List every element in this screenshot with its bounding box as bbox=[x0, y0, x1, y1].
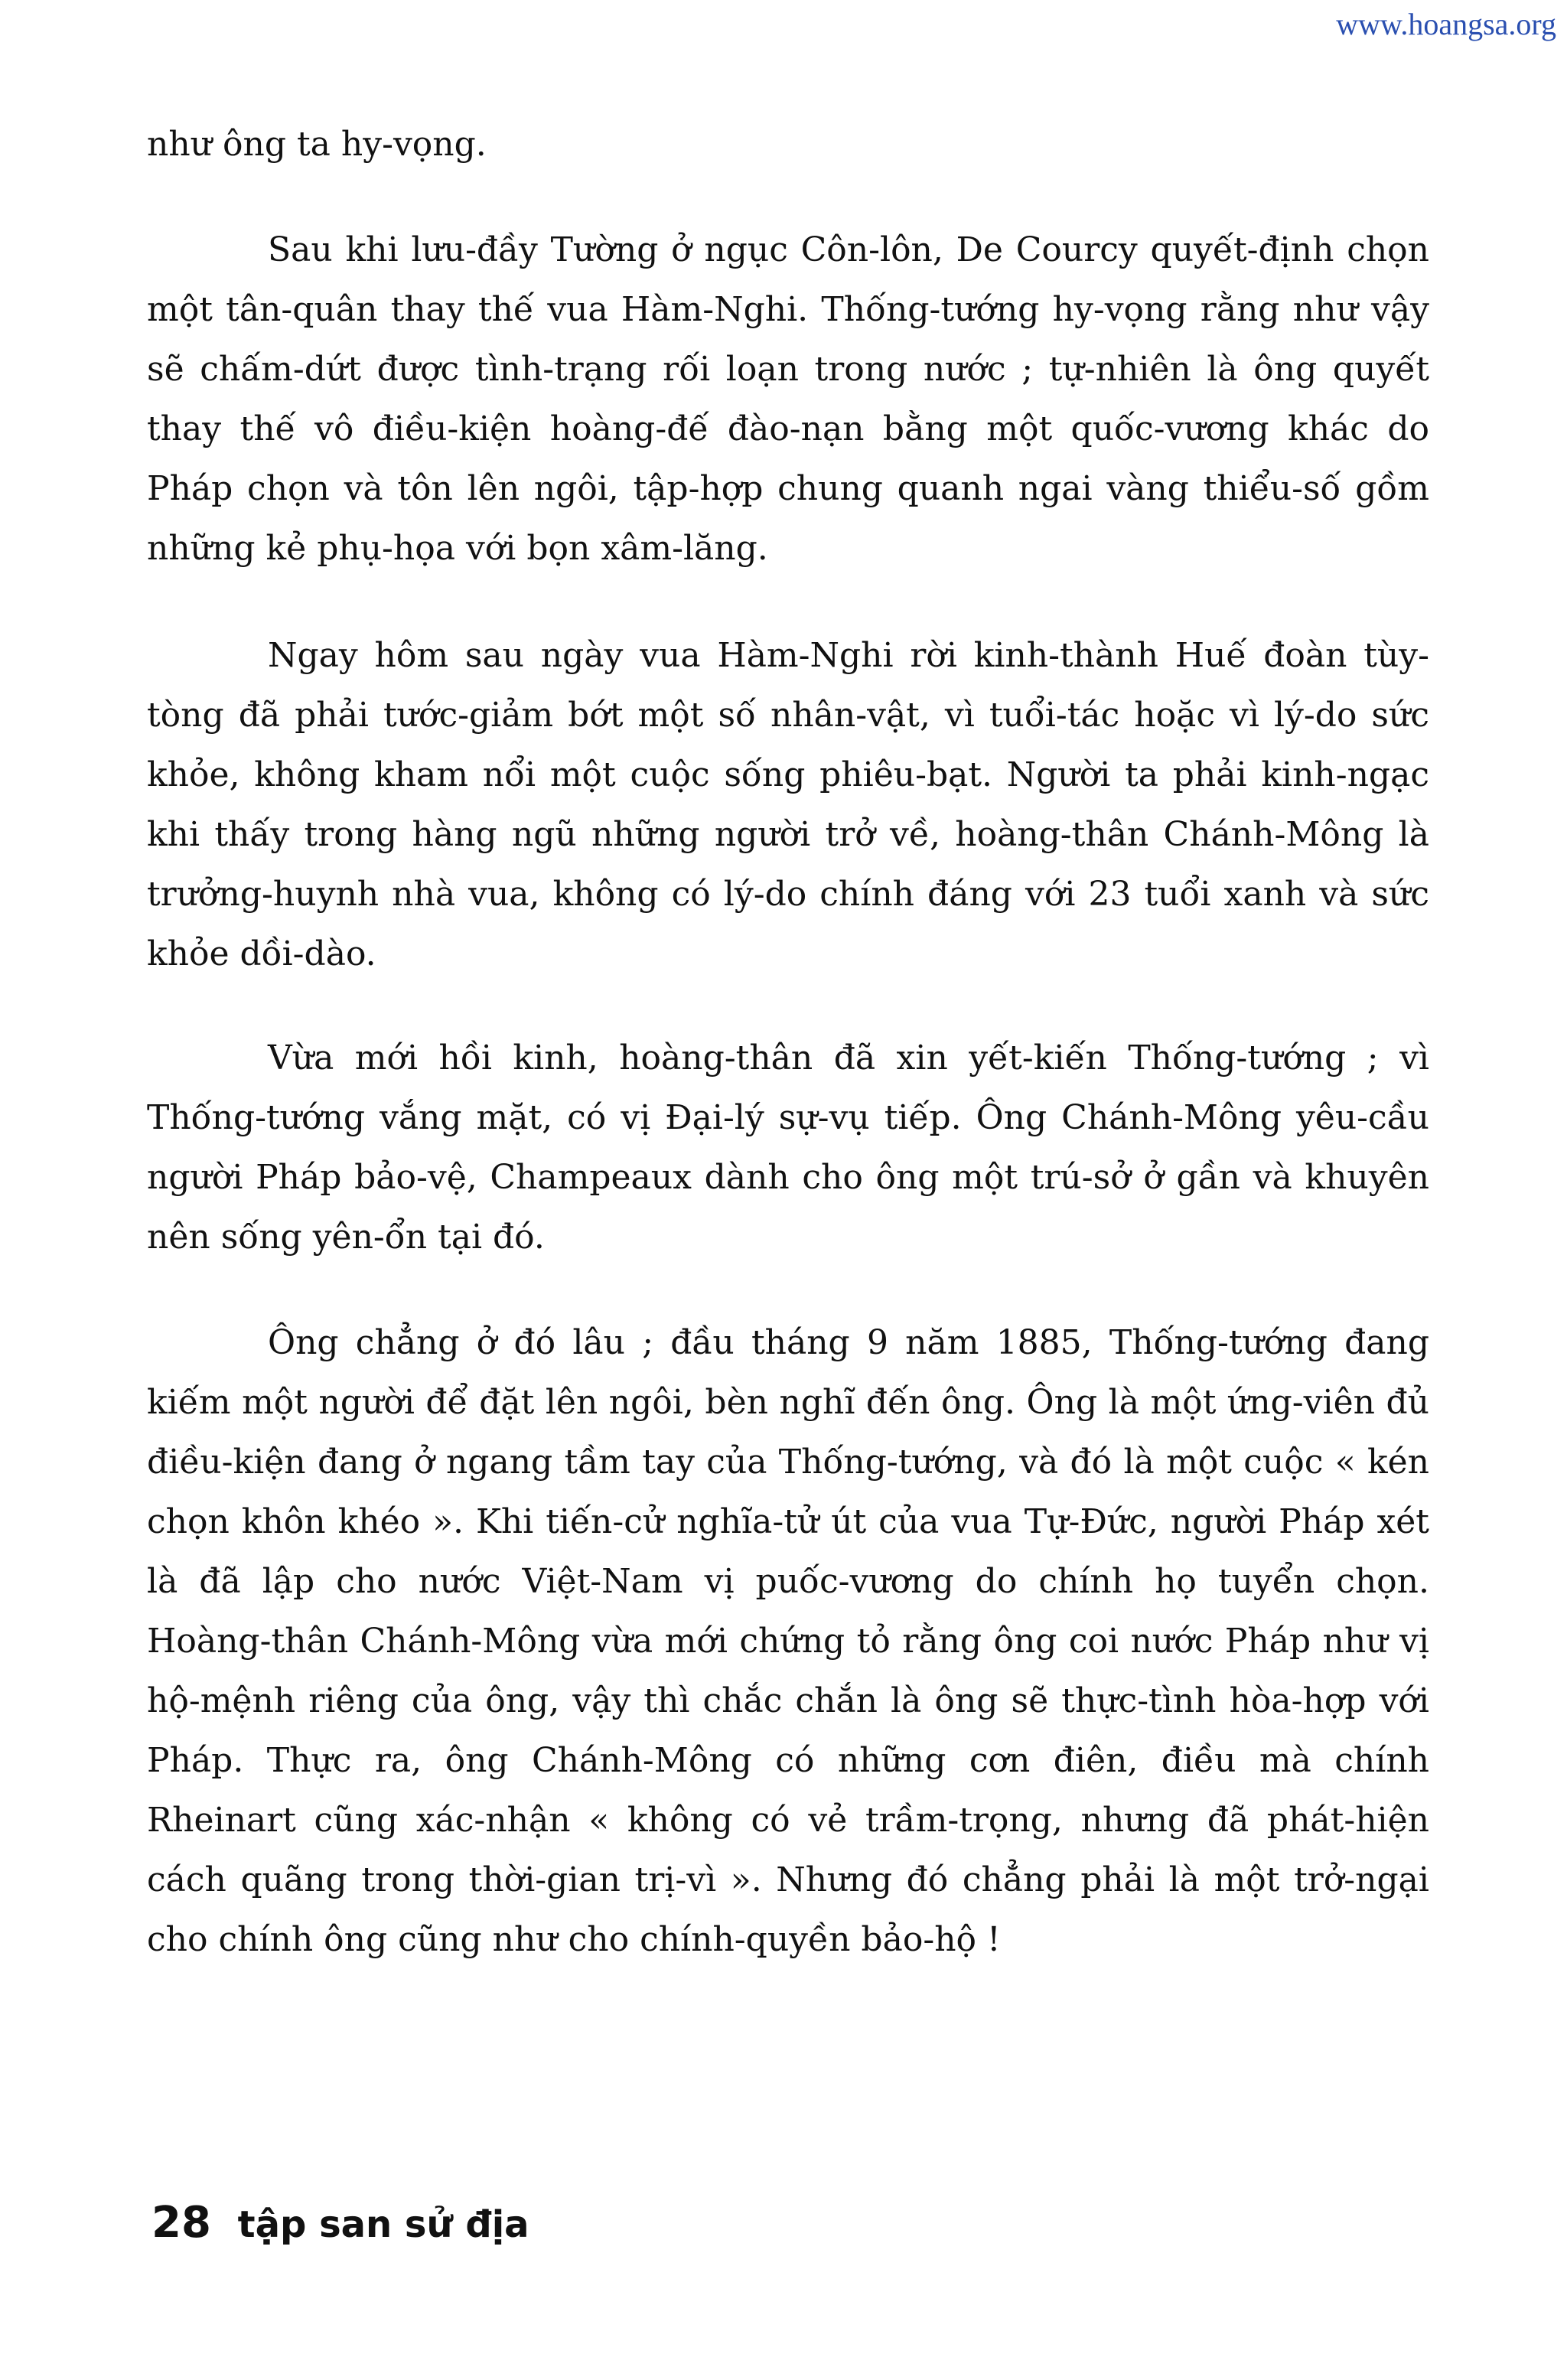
paragraph-entourage: Ngay hôm sau ngày vua Hàm-Nghi rời kinh-thành Huế đoàn tùy-tòng đã phải tước-giảm bớt một số nhân-vật, vì tuổi-tác hoặc vì lý-do sức khỏe, không kham nổi một cuộc sống phiêu-bạt. Người ta phải kinh-ngạc khi thấy trong hàng ngũ những người trở về, hoàng-thân Chánh-Mông là trưởng-huynh nhà vua, không có lý-do chính đáng với 23 tuổi xanh và sức khỏe dồi-dào. bbox=[147, 636, 1429, 973]
publication-title: tập san sử địa bbox=[237, 2203, 529, 2246]
paragraph-audience: Vừa mới hồi kinh, hoàng-thân đã xin yết-kiến Thống-tướng ; vì Thống-tướng vắng mặt, có vị Đại-lý sự-vụ tiếp. Ông Chánh-Mông yêu-cầu người Pháp bảo-vệ, Champeaux dành cho ông một trú-sở ở gần và khuyên nên sống yên-ổn tại đó. bbox=[147, 1038, 1429, 1257]
paragraph-continuation: như ông ta hy-vọng. bbox=[147, 125, 487, 164]
page-footer bbox=[151, 2198, 529, 2248]
page-body bbox=[147, 115, 1429, 1970]
watermark-url[interactable]: www.hoangsa.org bbox=[1336, 7, 1556, 41]
paragraph-selection: Ông chẳng ở đó lâu ; đầu tháng 9 năm 1885, Thống-tướng đang kiếm một người để đặt lên ngôi, bèn nghĩ đến ông. Ông là một ứng-viên đủ điều-kiện đang ở ngang tầm tay của Thống-tướng, và đó là một cuộc « kén chọn khôn khéo ». Khi tiến-cử nghĩa-tử út của vua Tự-Đức, người Pháp xét là đã lập cho nước Việt-Nam vị puốc-vương do chính họ tuyển chọn. Hoàng-thân Chánh-Mông vừa mới chứng tỏ rằng ông coi nước Pháp như vị hộ-mệnh riêng của ông, vậy thì chắc chắn là ông sẽ thực-tình hòa-hợp với Pháp. Thực ra, ông Chánh-Mông có những cơn điên, điều mà chính Rheinart cũng xác-nhận « không có vẻ trầm-trọng, nhưng đã phát-hiện cách quãng trong thời-gian trị-vì ». Nhưng đó chẳng phải là một trở-ngại cho chính ông cũng như cho chính-quyền bảo-hộ ! bbox=[147, 1323, 1429, 1959]
paragraph-de-courcy: Sau khi lưu-đầy Tường ở ngục Côn-lôn, De Courcy quyết-định chọn một tân-quân thay thế vua Hàm-Nghi. Thống-tướng hy-vọng rằng như vậy sẽ chấm-dứt được tình-trạng rối loạn trong nước ; tự-nhiên là ông quyết thay thế vô điều-kiện hoàng-đế đào-nạn bằng một quốc-vương khác do Pháp chọn và tôn lên ngôi, tập-hợp chung quanh ngai vàng thiểu-số gồm những kẻ phụ-họa với bọn xâm-lăng. bbox=[147, 230, 1429, 568]
page-number: 28 bbox=[151, 2198, 211, 2248]
